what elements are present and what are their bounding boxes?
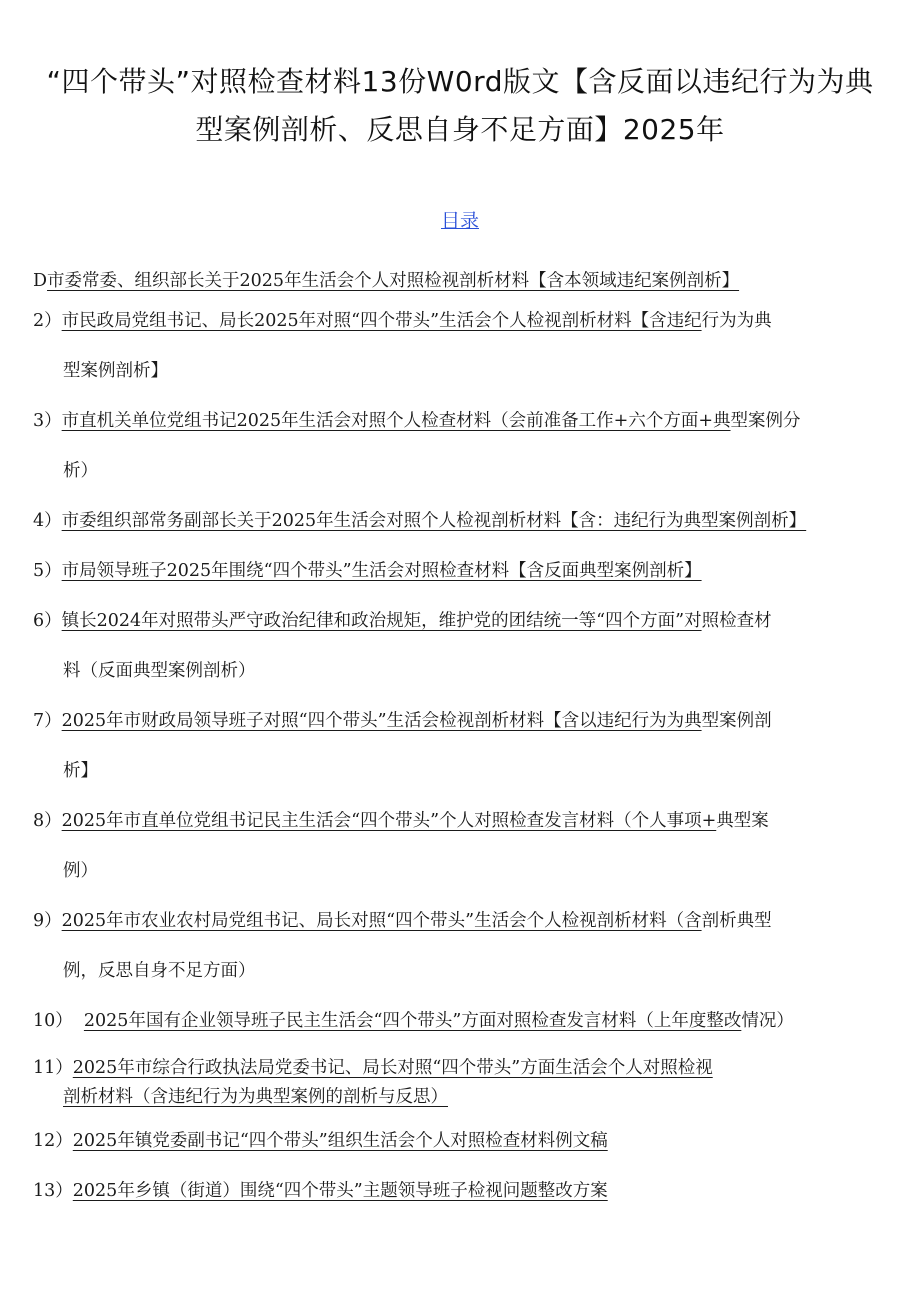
toc-item-7-tail: 型案例剖 [701, 711, 772, 731]
toc-item-10-text: 2025年国有企业领导班子民主生活会“四个带头”方面对照检查发言材料（上年度整改 [83, 1011, 742, 1031]
toc-item-9-cont: 例，反思自身不足方面） [63, 961, 256, 981]
toc-item-3[interactable]: 3）市直机关单位党组书记2025年生活会对照个人检查材料（会前准备工作+六个方面+典型案例分 析） [33, 396, 892, 496]
toc-item-6-text: 镇长2024年对照带头严守政治纪律和政治规矩，维护党的团结统一等“四个方面”对 [61, 611, 702, 631]
toc-item-1-text: 市委常委、组织部长关于2025年生活会个人对照检视剖析材料【含本领域违纪案例剖析】 [47, 271, 740, 291]
toc-item-5-text: 市局领导班子2025年围绕“四个带头”生活会对照检查材料【含反面典型案例剖析】 [61, 561, 702, 581]
toc-item-3-tail: 型案例分 [730, 411, 801, 431]
toc-item-7[interactable]: 7）2025年市财政局领导班子对照“四个带头”生活会检视剖析材料【含以违纪行为为典型案例剖 析】 [33, 696, 892, 796]
toc-item-11[interactable]: 11）2025年市综合行政执法局党委书记、局长对照“四个带头”方面生活会个人对照检视 剖析材料（含违纪行为为典型案例的剖析与反思） [33, 1054, 892, 1112]
toc-item-11-cont: 剖析材料（含违纪行为为典型案例的剖析与反思） [63, 1087, 448, 1107]
toc-item-2-text: 市民政局党组书记、局长2025年对照“四个带头”生活会个人检视剖析材料【含违纪 [61, 311, 702, 331]
toc-item-9-tail: 剖析典型 [701, 911, 772, 931]
toc-item-4[interactable]: 4）市委组织部常务副部长关于2025年生活会对照个人检视剖析材料【含：违纪行为典型案例剖析】 [33, 511, 807, 531]
toc-item-6-cont: 料（反面典型案例剖析） [63, 661, 256, 681]
toc-item-8[interactable]: 8）2025年市直单位党组书记民主生活会“四个带头”个人对照检查发言材料（个人事项+典型案 例） [33, 796, 892, 896]
toc-item-2-cont: 型案例剖析】 [63, 361, 168, 381]
toc-item-8-text: 2025年市直单位党组书记民主生活会“四个带头”个人对照检查发言材料（个人事项+ [61, 811, 717, 831]
toc-item-1[interactable]: D市委常委、组织部长关于2025年生活会个人对照检视剖析材料【含本领域违纪案例剖析】 [33, 271, 740, 291]
toc-item-2-tail: 行为为典 [701, 311, 772, 331]
toc-item-9[interactable]: 9）2025年市农业农村局党组书记、局长对照“四个带头”生活会个人检视剖析材料（含剖析典型 例，反思自身不足方面） [33, 896, 892, 996]
toc-item-7-cont: 析】 [63, 761, 98, 781]
document-title-line1: “四个带头”对照检查材料13份W0rd版文【含反面以违纪行为为典 [46, 65, 874, 98]
toc-item-6[interactable]: 6）镇长2024年对照带头严守政治纪律和政治规矩，维护党的团结统一等“四个方面”对照检查材 料（反面典型案例剖析） [33, 596, 892, 696]
toc-item-10-tail: 情况） [741, 1011, 794, 1031]
toc-item-13-text: 2025年乡镇（街道）围绕“四个带头”主题领导班子检视问题整改方案 [72, 1181, 608, 1201]
toc-item-2[interactable]: 2）市民政局党组书记、局长2025年对照“四个带头”生活会个人检视剖析材料【含违纪行为为典 型案例剖析】 [33, 296, 892, 396]
toc-item-6-tail: 照检查材 [701, 611, 772, 631]
toc-item-3-text: 市直机关单位党组书记2025年生活会对照个人检查材料（会前准备工作+六个方面+典 [61, 411, 731, 431]
toc-item-3-cont: 析） [63, 461, 98, 481]
document-title-line2: 型案例剖析、反思自身不足方面】2025年 [195, 113, 725, 146]
toc-item-10[interactable]: 10） 2025年国有企业领导班子民主生活会“四个带头”方面对照检查发言材料（上年度整改情况） [33, 1011, 794, 1031]
toc-item-7-text: 2025年市财政局领导班子对照“四个带头”生活会检视剖析材料【含以违纪行为为典 [61, 711, 702, 731]
toc-heading-link[interactable]: 目录 [440, 210, 479, 232]
toc-item-5[interactable]: 5）市局领导班子2025年围绕“四个带头”生活会对照检查材料【含反面典型案例剖析】 [33, 561, 702, 581]
toc-item-13[interactable]: 13）2025年乡镇（街道）围绕“四个带头”主题领导班子检视问题整改方案 [33, 1181, 608, 1201]
document-title [40, 58, 880, 154]
toc-item-8-tail: 典型案 [716, 811, 769, 831]
toc-item-11-text: 2025年市综合行政执法局党委书记、局长对照“四个带头”方面生活会个人对照检视 [72, 1058, 713, 1078]
toc-item-4-text: 市委组织部常务副部长关于2025年生活会对照个人检视剖析材料【含：违纪行为典型案例剖析】 [61, 511, 807, 531]
toc-item-8-cont: 例） [63, 861, 98, 881]
toc-item-12-text: 2025年镇党委副书记“四个带头”组织生活会个人对照检查材料例文稿 [72, 1131, 608, 1151]
toc-item-12[interactable]: 12）2025年镇党委副书记“四个带头”组织生活会个人对照检查材料例文稿 [33, 1131, 608, 1151]
toc-item-9-text: 2025年市农业农村局党组书记、局长对照“四个带头”生活会个人检视剖析材料（含 [61, 911, 702, 931]
